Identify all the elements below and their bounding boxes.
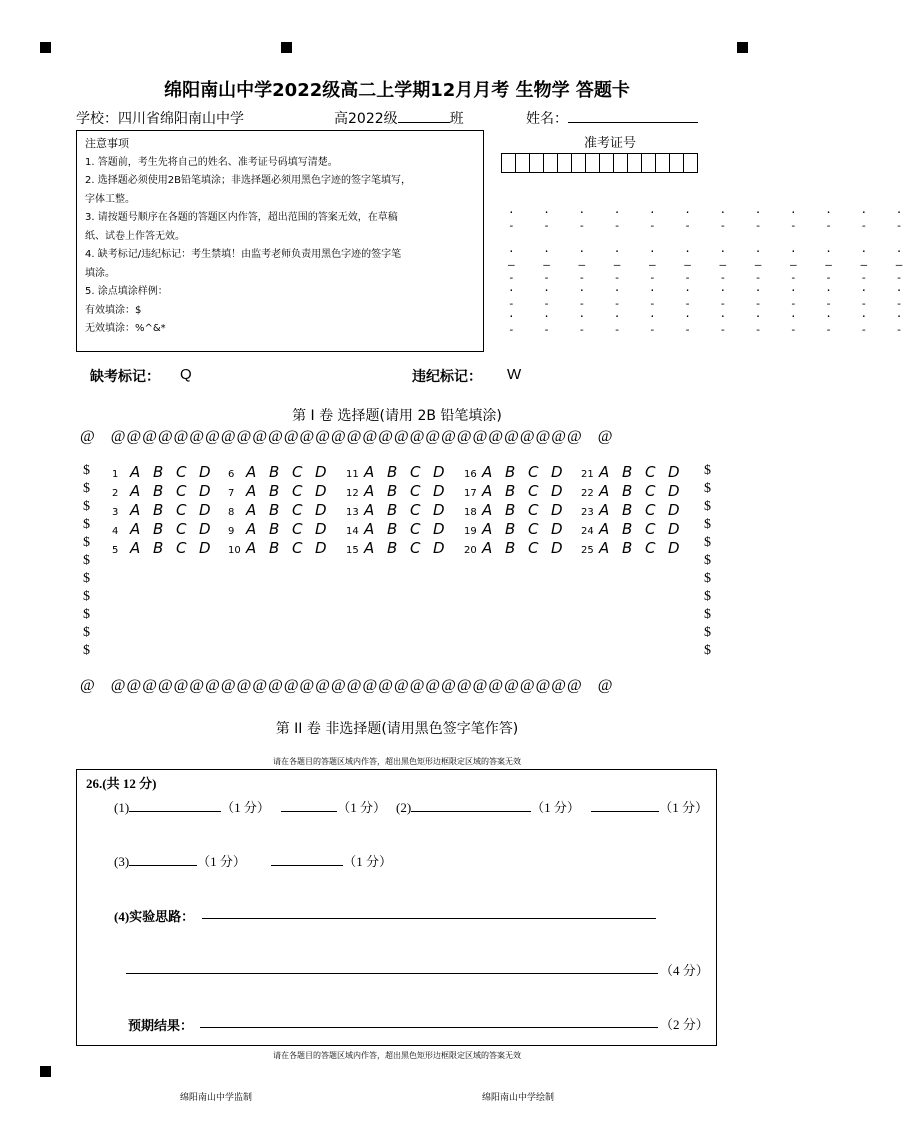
answer-option-bubble[interactable]: A: [246, 539, 259, 557]
notes-line: 4. 缺考标记/违纪标记：考生禁填！由监考老师负责用黑色字迹的签字笔: [85, 249, 402, 260]
choice-question-row: [228, 520, 338, 538]
question-number: 12: [346, 488, 359, 499]
absent-mark[interactable]: Q: [180, 366, 192, 383]
answer-option-bubble[interactable]: A: [599, 520, 612, 538]
q26-result-label: 预期结果：: [128, 1018, 194, 1033]
q26-part-3: [114, 851, 392, 870]
answer-option-bubble[interactable]: B: [153, 501, 166, 519]
notes-line: 纸、试卷上作答无效。: [85, 230, 185, 242]
grade-field: [334, 108, 464, 128]
section-1-left-border: $ $ $ $ $ $ $ $ $ $ $: [83, 463, 90, 658]
answer-option-bubble[interactable]: B: [153, 539, 166, 557]
answer-option-bubble[interactable]: C: [528, 520, 541, 538]
answer-option-bubble[interactable]: B: [153, 520, 166, 538]
choice-question-row: [464, 520, 574, 538]
answer-option-bubble[interactable]: A: [246, 463, 259, 481]
answer-option-bubble[interactable]: B: [387, 539, 400, 557]
answer-option-bubble[interactable]: B: [505, 501, 518, 519]
answer-option-bubble[interactable]: D: [668, 482, 682, 500]
exam-id-digit-box[interactable]: [585, 153, 600, 173]
answer-option-bubble[interactable]: B: [622, 482, 635, 500]
choice-question-row: [112, 482, 222, 500]
exam-id-digit-box[interactable]: [599, 153, 614, 173]
footer-left: 绵阳南山中学监制: [180, 1093, 253, 1103]
question-number: 22: [581, 488, 594, 499]
choice-question-row: [228, 482, 338, 500]
answer-option-bubble[interactable]: B: [269, 463, 282, 481]
question-number: 21: [581, 469, 594, 480]
q26-part-4-label: (4)实验思路：: [114, 909, 195, 924]
name-label: 姓名：: [526, 111, 568, 127]
answer-option-bubble[interactable]: D: [668, 501, 682, 519]
exam-id-digit-box[interactable]: [529, 153, 544, 173]
answer-option-bubble[interactable]: D: [433, 501, 447, 519]
section-1-border-top: @ @@@@@@@@@@@@@@@@@@@@@@@@@@@@@@ @: [80, 428, 614, 445]
question-number: 14: [346, 526, 359, 537]
q26-2-blank-b[interactable]: [591, 799, 659, 812]
choice-question-row: [346, 539, 456, 557]
page-title: 绵阳南山中学2022级高二上学期12月月考 生物学 答题卡: [164, 80, 630, 101]
exam-id-digit-box[interactable]: [557, 153, 572, 173]
exam-id-digit-box[interactable]: [571, 153, 586, 173]
exam-id-title: 准考证号: [583, 136, 636, 151]
answer-option-bubble[interactable]: D: [199, 482, 213, 500]
answer-option-bubble[interactable]: D: [551, 520, 565, 538]
answer-area-note-top: 请在各题目的答题区域内作答，超出黑色矩形边框限定区域的答案无效: [273, 757, 521, 766]
question-number: 6: [228, 469, 235, 480]
answer-option-bubble[interactable]: D: [315, 482, 329, 500]
question-number: 25: [581, 545, 594, 556]
footer-right: 绵阳南山中学绘制: [482, 1093, 555, 1103]
answer-option-bubble[interactable]: A: [130, 520, 143, 538]
class-label: 班: [449, 111, 464, 127]
answer-option-bubble[interactable]: D: [551, 501, 565, 519]
answer-option-bubble[interactable]: A: [482, 482, 495, 500]
exam-id-digit-box[interactable]: [669, 153, 684, 173]
section-2-title: 第 II 卷 非选择题(请用黑色签字笔作答): [275, 721, 519, 737]
answer-option-bubble[interactable]: D: [315, 539, 329, 557]
answer-option-bubble[interactable]: A: [364, 520, 377, 538]
answer-option-bubble[interactable]: C: [292, 520, 305, 538]
question-number: 24: [581, 526, 594, 537]
answer-option-bubble[interactable]: D: [433, 482, 447, 500]
notes-box: [76, 130, 484, 352]
exam-id-digit-box[interactable]: [543, 153, 558, 173]
notes-heading: 注意事项: [85, 137, 129, 150]
notes-line: 有效填涂：$: [85, 304, 142, 316]
question-number: 9: [228, 526, 235, 537]
answer-option-bubble[interactable]: A: [130, 463, 143, 481]
answer-option-bubble[interactable]: B: [622, 501, 635, 519]
question-number: 8: [228, 507, 235, 518]
choice-question-row: [464, 501, 574, 519]
question-number: 17: [464, 488, 477, 499]
exam-id-digit-box[interactable]: [501, 153, 516, 173]
answer-option-bubble[interactable]: C: [645, 501, 658, 519]
answer-option-bubble[interactable]: B: [269, 539, 282, 557]
section-1-right-border: $ $ $ $ $ $ $ $ $ $ $: [704, 463, 711, 658]
q26-3-blank-a[interactable]: [129, 853, 197, 866]
choice-question-row: [464, 463, 574, 481]
answer-option-bubble[interactable]: D: [199, 520, 213, 538]
choice-question-row: [112, 539, 222, 557]
answer-option-bubble[interactable]: B: [622, 539, 635, 557]
choice-question-row: [581, 482, 691, 500]
answer-option-bubble[interactable]: C: [176, 463, 189, 481]
answer-option-bubble[interactable]: B: [269, 482, 282, 500]
q26-result-score: （2 分）: [660, 1017, 709, 1032]
answer-option-bubble[interactable]: C: [528, 482, 541, 500]
q26-4-blank-line-1[interactable]: [202, 906, 656, 919]
answer-option-bubble[interactable]: D: [199, 463, 213, 481]
answer-option-bubble[interactable]: C: [176, 520, 189, 538]
answer-option-bubble[interactable]: B: [269, 501, 282, 519]
q26-1-blank-b[interactable]: [281, 799, 337, 812]
answer-option-bubble[interactable]: D: [668, 463, 682, 481]
answer-option-bubble[interactable]: C: [528, 539, 541, 557]
exam-id-digit-box[interactable]: [515, 153, 530, 173]
answer-option-bubble[interactable]: C: [410, 539, 423, 557]
question-number: 15: [346, 545, 359, 556]
question-number: 16: [464, 469, 477, 480]
name-field: [526, 108, 698, 128]
answer-option-bubble[interactable]: D: [315, 501, 329, 519]
answer-option-bubble[interactable]: D: [668, 539, 682, 557]
choice-question-row: [228, 501, 338, 519]
answer-option-bubble[interactable]: A: [246, 520, 259, 538]
answer-option-bubble[interactable]: C: [292, 501, 305, 519]
choice-question-row: [346, 501, 456, 519]
answer-option-bubble[interactable]: A: [364, 482, 377, 500]
notes-line: 1. 答题前，考生先将自己的姓名、准考证号码填写清楚。: [85, 156, 338, 168]
answer-option-bubble[interactable]: C: [645, 539, 658, 557]
section-1-title: 第 I 卷 选择题(请用 2B 铅笔填涂): [292, 408, 502, 424]
answer-option-bubble[interactable]: C: [292, 463, 305, 481]
q26-result-blank-line[interactable]: [200, 1015, 658, 1028]
q26-3-blank-b[interactable]: [271, 853, 343, 866]
answer-option-bubble[interactable]: B: [505, 539, 518, 557]
answer-option-bubble[interactable]: C: [645, 463, 658, 481]
answer-option-bubble[interactable]: B: [622, 463, 635, 481]
choice-question-row: [581, 463, 691, 481]
question-number: 10: [228, 545, 241, 556]
registration-mark: [40, 42, 51, 53]
answer-option-bubble[interactable]: D: [551, 482, 565, 500]
notes-line: 无效填涂：%^&*: [85, 323, 166, 334]
school-label: 学校：四川省绵阳南山中学: [76, 111, 244, 127]
q26-part-1-label: (1): [114, 800, 130, 815]
absent-label: 缺考标记：: [90, 369, 160, 385]
violation-mark[interactable]: W: [507, 366, 522, 383]
question-number: 19: [464, 526, 477, 537]
question-number: 11: [346, 469, 359, 480]
choice-question-row: [112, 520, 222, 538]
answer-option-bubble[interactable]: C: [176, 482, 189, 500]
choice-question-row: [112, 463, 222, 481]
q26-score: （1 分）: [221, 800, 270, 815]
answer-option-bubble[interactable]: D: [315, 463, 329, 481]
choice-question-row: [228, 539, 338, 557]
answer-option-bubble[interactable]: C: [528, 463, 541, 481]
q26-score: （1 分）: [337, 800, 386, 815]
answer-option-bubble[interactable]: A: [364, 501, 377, 519]
answer-option-bubble[interactable]: C: [410, 520, 423, 538]
answer-option-bubble[interactable]: D: [433, 520, 447, 538]
answer-option-bubble[interactable]: D: [668, 520, 682, 538]
question-number: 3: [112, 507, 119, 518]
answer-option-bubble[interactable]: A: [599, 482, 612, 500]
answer-option-bubble[interactable]: D: [315, 520, 329, 538]
choice-question-row: [228, 463, 338, 481]
answer-option-bubble[interactable]: D: [551, 539, 565, 557]
registration-mark: [40, 1066, 51, 1077]
notes-line: 3. 请按题号顺序在各题的答题区内作答，超出范围的答案无效，在草稿: [85, 212, 398, 223]
answer-option-bubble[interactable]: C: [410, 482, 423, 500]
choice-question-row: [346, 482, 456, 500]
question-number: 2: [112, 488, 119, 499]
q26-part-2-label: (2): [396, 800, 412, 815]
notes-line: 5. 涂点填涂样例：: [85, 286, 168, 297]
notes-line: 2. 选择题必须使用2B铅笔填涂；非选择题必须用黑色字迹的签字笔填写，: [85, 175, 411, 186]
question-number: 23: [581, 507, 594, 518]
answer-option-bubble[interactable]: A: [364, 463, 377, 481]
answer-option-bubble[interactable]: B: [505, 520, 518, 538]
notes-line: 填涂。: [85, 267, 115, 279]
section-1-border-bottom: @ @@@@@@@@@@@@@@@@@@@@@@@@@@@@@@ @: [80, 677, 614, 694]
q26-4-blank-line-2[interactable]: [126, 961, 658, 974]
choice-question-row: [464, 539, 574, 557]
choice-question-row: [581, 539, 691, 557]
answer-option-bubble[interactable]: A: [599, 539, 612, 557]
answer-option-bubble[interactable]: C: [292, 482, 305, 500]
answer-option-bubble[interactable]: B: [505, 482, 518, 500]
answer-option-bubble[interactable]: C: [176, 539, 189, 557]
answer-option-bubble[interactable]: C: [292, 539, 305, 557]
q26-1-blank-a[interactable]: [129, 799, 221, 812]
exam-id-digit-box[interactable]: [683, 153, 698, 173]
exam-id-digit-box[interactable]: [627, 153, 642, 173]
answer-option-bubble[interactable]: D: [433, 539, 447, 557]
class-input-line[interactable]: [398, 108, 450, 123]
choice-question-row: [346, 463, 456, 481]
answer-option-bubble[interactable]: B: [387, 501, 400, 519]
answer-option-bubble[interactable]: C: [645, 520, 658, 538]
answer-option-bubble[interactable]: A: [599, 463, 612, 481]
answer-option-bubble[interactable]: D: [199, 539, 213, 557]
choice-question-row: [464, 482, 574, 500]
question-number: 20: [464, 545, 477, 556]
name-input-line[interactable]: [568, 108, 698, 123]
exam-id-digit-box[interactable]: [613, 153, 628, 173]
exam-id-digit-box[interactable]: [641, 153, 656, 173]
q26-score: （1 分）: [531, 800, 580, 815]
question-number: 18: [464, 507, 477, 518]
answer-option-bubble[interactable]: D: [551, 463, 565, 481]
answer-option-bubble[interactable]: C: [410, 463, 423, 481]
q26-score: （1 分）: [343, 854, 392, 869]
answer-option-bubble[interactable]: A: [130, 482, 143, 500]
answer-option-bubble[interactable]: A: [130, 539, 143, 557]
exam-id-bubbles[interactable]: · · · · · · · · · · · · - - - - - - - - - - - - · · · · · · · · · · · · – – – – – – – – – – – – - - - - - - - - - - - - · · · · · · · · · · · · - - - - - - - - - - - - · · · · · · · · · · · · - - - - - - - - - - - -: [508, 206, 913, 336]
answer-option-bubble[interactable]: B: [387, 463, 400, 481]
q26-part-1: [114, 797, 386, 816]
answer-option-bubble[interactable]: B: [622, 520, 635, 538]
answer-option-bubble[interactable]: A: [364, 539, 377, 557]
answer-option-bubble[interactable]: C: [176, 501, 189, 519]
answer-option-bubble[interactable]: B: [387, 520, 400, 538]
question-number: 1: [112, 469, 119, 480]
answer-option-bubble[interactable]: A: [482, 463, 495, 481]
answer-option-bubble[interactable]: D: [199, 501, 213, 519]
violation-label: 违纪标记：: [412, 369, 482, 385]
answer-option-bubble[interactable]: B: [269, 520, 282, 538]
q26-part-3-label: (3): [114, 854, 130, 869]
grade-label: 高2022级: [334, 111, 398, 127]
registration-mark: [737, 42, 748, 53]
answer-option-bubble[interactable]: B: [153, 463, 166, 481]
q26-part-2: [396, 797, 708, 816]
exam-id-digit-box[interactable]: [655, 153, 670, 173]
exam-id-boxes: [501, 153, 697, 173]
answer-option-bubble[interactable]: A: [599, 501, 612, 519]
q26-4-score: （4 分）: [660, 963, 709, 978]
answer-option-bubble[interactable]: C: [528, 501, 541, 519]
choice-question-row: [581, 501, 691, 519]
question-number: 5: [112, 545, 119, 556]
q26-score: （1 分）: [659, 800, 708, 815]
answer-option-bubble[interactable]: C: [645, 482, 658, 500]
answer-option-bubble[interactable]: A: [246, 482, 259, 500]
question-26-heading: 26.(共 12 分): [86, 776, 157, 791]
answer-option-bubble[interactable]: B: [153, 482, 166, 500]
answer-option-bubble[interactable]: A: [246, 501, 259, 519]
q26-score: （1 分）: [197, 854, 246, 869]
choice-question-row: [346, 520, 456, 538]
answer-option-bubble[interactable]: A: [482, 520, 495, 538]
choice-question-row: [112, 501, 222, 519]
question-number: 13: [346, 507, 359, 518]
answer-option-bubble[interactable]: A: [482, 501, 495, 519]
registration-mark: [281, 42, 292, 53]
answer-area-note-bottom: 请在各题目的答题区域内作答，超出黑色矩形边框限定区域的答案无效: [273, 1051, 521, 1060]
answer-option-bubble[interactable]: C: [410, 501, 423, 519]
question-number: 7: [228, 488, 235, 499]
answer-option-bubble[interactable]: B: [505, 463, 518, 481]
q26-2-blank-a[interactable]: [411, 799, 531, 812]
answer-option-bubble[interactable]: B: [387, 482, 400, 500]
question-number: 4: [112, 526, 119, 537]
answer-option-bubble[interactable]: A: [130, 501, 143, 519]
answer-option-bubble[interactable]: D: [433, 463, 447, 481]
notes-line: 字体工整。: [85, 193, 135, 205]
answer-option-bubble[interactable]: A: [482, 539, 495, 557]
choice-question-row: [581, 520, 691, 538]
